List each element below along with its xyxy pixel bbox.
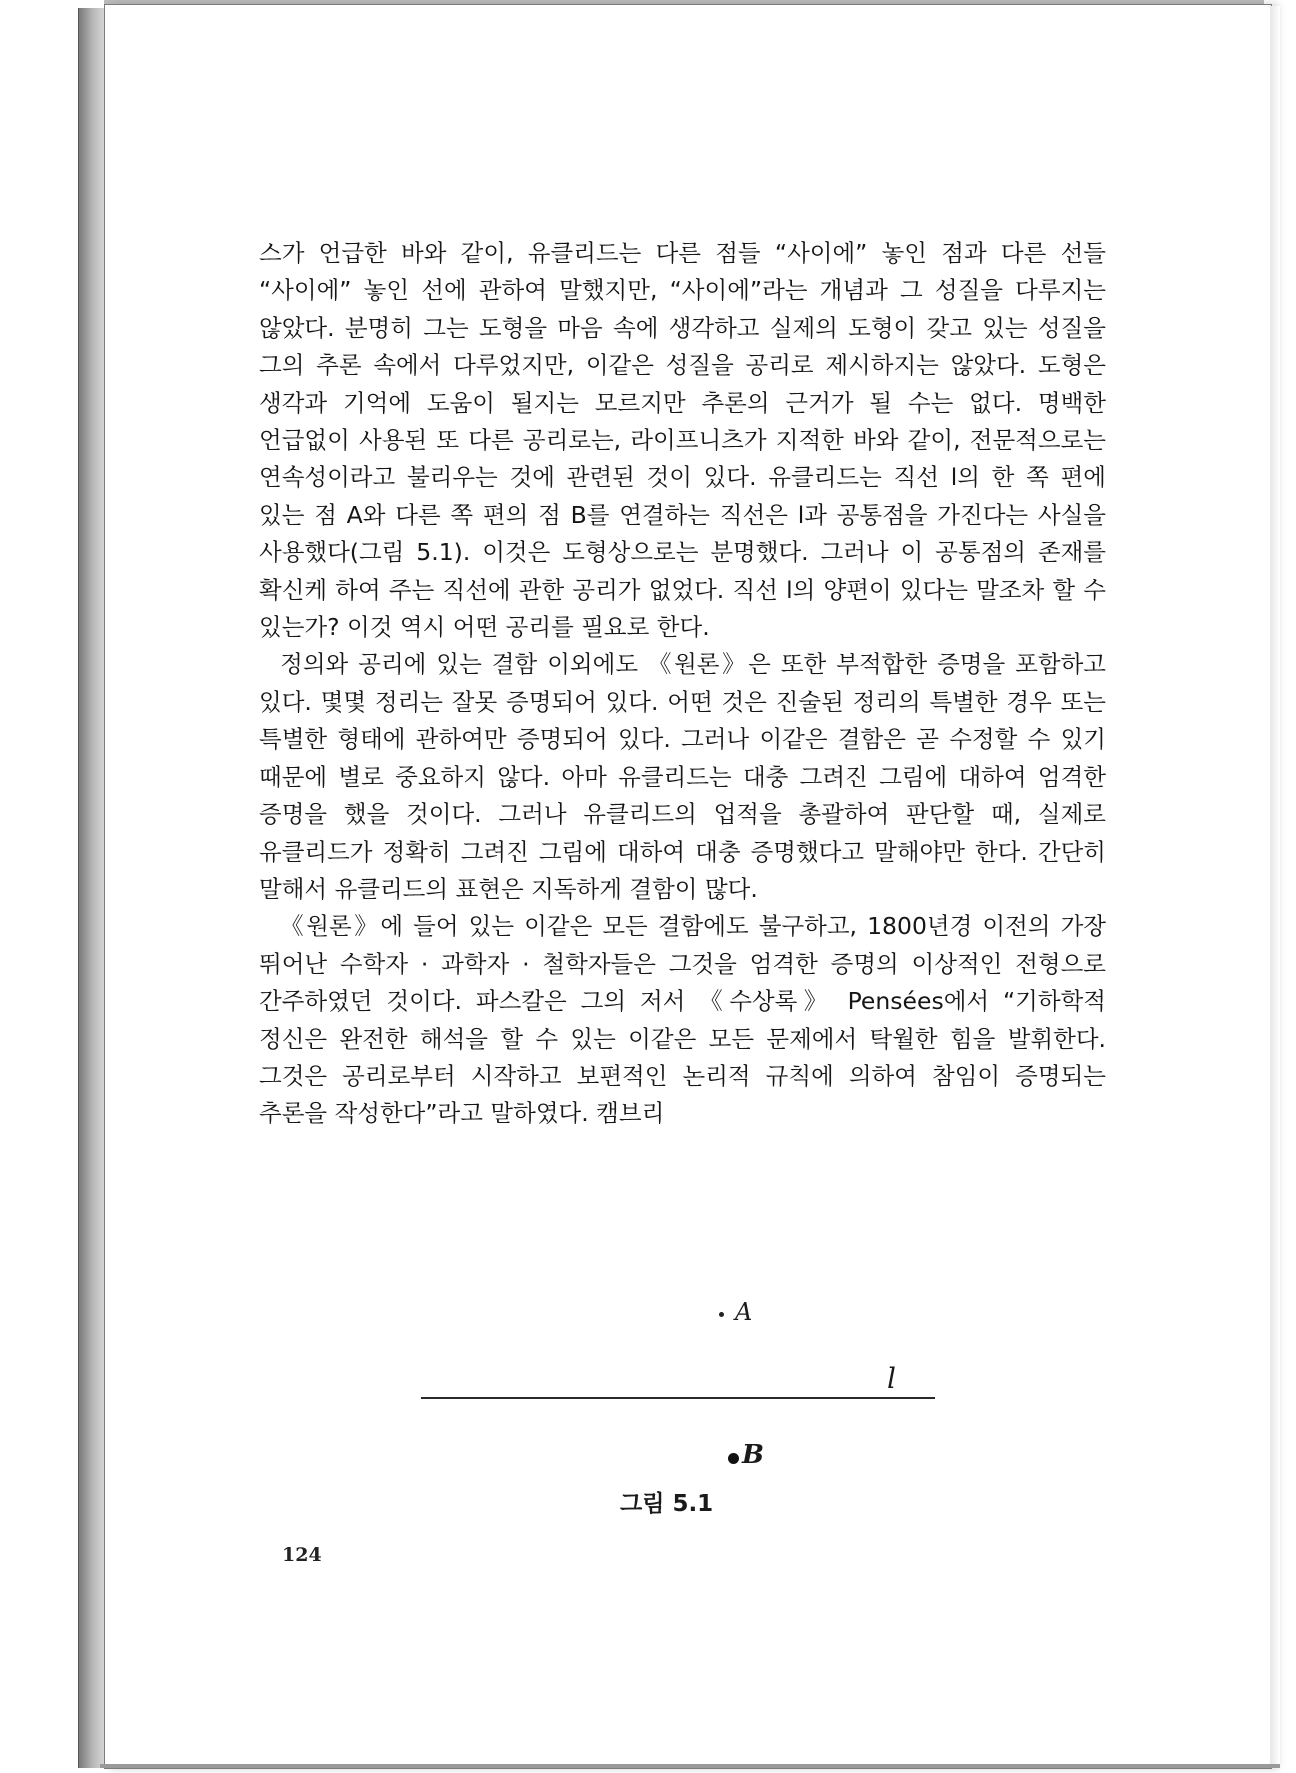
text-column (259, 235, 1106, 1133)
line-l-label: l (887, 1362, 896, 1395)
book-right-edge (1270, 6, 1280, 1766)
paragraph-defects-in-elements: 정의와 공리에 있는 결함 이외에도 《원론》은 또한 부적합한 증명을 포함하고 있다. 몇몇 정리는 잘못 증명되어 있다. 어떤 것은 진술된 정리의 특별한 경우 또는 특별한 형태에 관하여만 증명되어 있다. 그러나 이같은 결함은 곧 수정할 수 있기 때문에 별로 중요하지 않다. 아마 유클리드는 대충 그려진 그림에 대하여 엄격한 증명을 했을 것이다. 그러나 유클리드의 업적을 총괄하여 판단할 때, 실제로 유클리드가 정확히 그려진 그림에 대하여 대충 증명했다고 말해야만 한다. 간단히 말해서 유클리드의 표현은 지독하게 결함이 많다. (259, 650, 1106, 903)
paragraph-continuation: 스가 언급한 바와 같이, 유클리드는 다른 점들 “사이에” 놓인 점과 다른 선들 “사이에” 놓인 선에 관하여 말했지만, “사이에”라는 개념과 그 성질을 다루지는 않았다. 분명히 그는 도형을 마음 속에 생각하고 실제의 도형이 갖고 있는 성질을 그의 추론 속에서 다루었지만, 이같은 성질을 공리로 제시하지는 않았다. 도형은 생각과 기억에 도움이 될지는 모르지만 추론의 근거가 될 수는 없다. 명백한 언급없이 사용된 또 다른 공리로는, 라이프니츠가 지적한 바와 같이, 전문적으로는 연속성이라고 불리우는 것에 관련된 것이 있다. 유클리드는 직선 l의 한 쪽 편에 있는 점 A와 다른 쪽 편의 점 B를 연결하는 직선은 l과 공통점을 가진다는 사실을 사용했다(그림 5.1). 이것은 도형상으로는 분명했다. 그러나 이 공통점의 존재를 확신케 하여 주는 직선에 관한 공리가 없었다. 직선 l의 양편이 있다는 말조차 할 수 있는가? 이것 역시 어떤 공리를 필요로 한다. (259, 239, 1106, 642)
figure-caption: 그림 5.1 (620, 1491, 714, 1517)
page-number: 124 (282, 1544, 322, 1566)
paragraph-ideal-of-proof: 《원론》에 들어 있는 이같은 모든 결함에도 불구하고, 1800년경 이전의 가장 뛰어난 수학자 · 과학자 · 철학자들은 그것을 엄격한 증명의 이상적인 전형으로 간주하였던 것이다. 파스칼은 그의 저서 《수상록》 Pensées에서 “기하학적 정신은 완전한 해석을 할 수 있는 이같은 모든 문제에서 탁월한 힘을 발휘한다. 그것은 공리로부터 시작하고 보편적인 논리적 규칙에 의하여 참임이 증명되는 추론을 작성한다”라고 말하였다. 캠브리 (259, 912, 1106, 1128)
book-spine-edge (78, 8, 105, 1768)
point-b-label: B (742, 1440, 764, 1470)
point-a-label: A (735, 1298, 753, 1326)
book-bottom-edge (100, 1764, 1280, 1768)
